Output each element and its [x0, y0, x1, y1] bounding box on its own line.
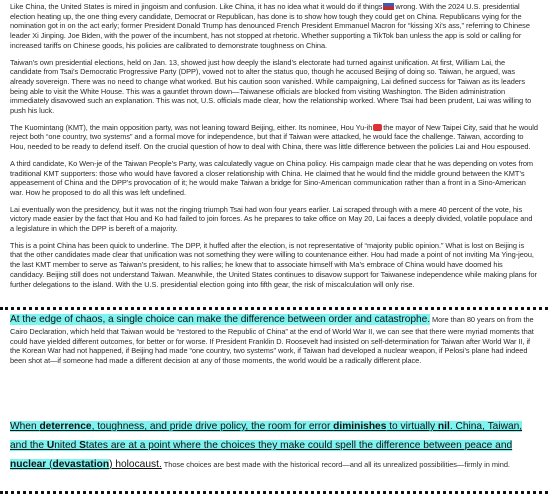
- paragraph-1: [10, 2, 538, 51]
- section-3-nuclear: nuclear: [10, 459, 47, 470]
- paragraph-3-rest: the mayor of New Taipei City, said that he would reject both “one country, two systems” and a formal move for independence, but that if Taiwan were attacked, he would face the challenge. Taiwan, according to Hou, needed to be ready to defend itself. On the crucial question of how to deal with China, there was little difference between the policies Lai and Hou espoused.: [10, 122, 538, 152]
- article-body: [10, 2, 538, 296]
- section-3-part6: tates are at a point where the choices they make could spell the difference between peace and: [85, 440, 513, 451]
- paragraph-2: Taiwan’s own presidential elections, held on Jan. 13, showed just how deeply the island’s electorate had turned against unification. At first, William Lai, the candidate from Tsai’s Democratic Progressive Party (DPP), vowed not to alter the status quo, though he accused Beijing of doing so. Taiwan, he argued, was already sovereign. There was no need to change what worked. But his caution soon vanished. While campaigning, Lai defined success for Taiwan as its leaders being able to visit the White House. This was a gauntlet thrown down—Taiwanese officials are blocked from visiting Washington. The Biden administration immediately disavowed such an explanation. This was not, U.S. officials made clear, how the relationship worked. Where Tsai had been prudent, Lai was willing to push his luck.: [10, 57, 532, 116]
- paragraph-3: [10, 123, 538, 152]
- section-3-part7: (: [46, 459, 53, 470]
- section-3-part8: ) holocaust.: [109, 459, 162, 470]
- dotted-separator-1: [0, 307, 548, 310]
- section-3-part2: , toughness, and pride drive policy, the room for error: [91, 421, 334, 432]
- red-marker-emoji-icon: [373, 124, 382, 131]
- us-flag-emoji-icon: [383, 3, 394, 10]
- section-3-deterrence: deterrence: [39, 421, 92, 432]
- dotted-separator-2: [0, 491, 548, 494]
- section-3-part4: . China, Taiwan, and the: [10, 421, 523, 451]
- section-2-headline: At the edge of chaos, a single choice can make the difference between order and catastrophe.: [10, 314, 430, 325]
- section-2-paragraph: [10, 312, 538, 366]
- section-3-united: U: [46, 440, 55, 451]
- paragraph-4: A third candidate, Ko Wen-je of the Taiwan People’s Party, was calculatedly vague on China policy. His campaign made clear that he was depending on votes from traditional KMT supporters: those who would have favored a closer relationship with China. He claimed that he would find the middle ground between the KMT’s appeasement of China and the DPP’s provocation of it; he would make Taiwan a bridge for Sino-American communication rather than a front in a Sino-American war. How he proposed to do all this was left undefined.: [10, 158, 534, 197]
- paragraph-1-start: Like China, the United States is mired in jingoism and confusion. Like China, it has no idea what it would do if things: [10, 2, 383, 11]
- section-3-part3: to virtually: [386, 421, 438, 432]
- section-3-devastation: devastation: [52, 459, 110, 470]
- section-3-diminishes: diminishes: [333, 421, 387, 432]
- paragraph-1-rest: wrong. With the 2024 U.S. presidential election heating up, the one thing every candidate, Democrat or Republican, has done is to show how tough they could get on China. Republicans vying for the nomination got in on the act early; former President Donald Trump has denounced French President Emmanuel Macron for “kissing Xi’s ass,” referring to Chinese leader Xi Jinping. Joe Biden, with the power of the incumbent, has not stopped at rhetoric. Whether supporting a TikTok ban unless the app is sold or calling for increased tariffs on Chinese goods, his policies are calibrated to demonstrate toughness on China.: [10, 2, 530, 50]
- section-3-paragraph: [10, 415, 538, 474]
- section-3-nil: nil: [437, 421, 450, 432]
- section-3-part5: nited: [54, 440, 80, 451]
- section-3: [10, 415, 538, 474]
- section-3-tail: Those choices are best made with the historical record—and all its unrealized possibilities—firmly in mind.: [161, 460, 510, 469]
- section-3-states: S: [79, 440, 86, 451]
- section-2-tail: More than 80 years on from the Cairo Declaration, which held that Taiwan would be “restored to the Republic of China” at the end of World War II, we can see that there were myriad moments that could have yielded different outcomes, for better or for worse. If President Franklin D. Roosevelt had insisted on self-determination for Taiwan after World War II, if the Korean War had not happened, if Beijing had made “one country, two systems” work, if Taiwan had developed a nuclear weapon, if Pelosi’s plane had indeed been shot at—if someone had made a different decision at any of those moments, the world would be a radically different place.: [10, 315, 534, 366]
- section-2: [10, 312, 538, 366]
- paragraph-3-start: The Kuomintang (KMT), the main opposition party, was not leaning toward Beijing, either. Its nominee, Hou Yu-ih: [10, 122, 373, 132]
- section-3-part1: When: [10, 421, 40, 432]
- paragraph-5: Lai eventually won the presidency, but it was not the ringing triumph Tsai had won four years earlier. Lai scraped through with a mere 40 percent of the vote, his victory made easier by the fact that Hou and Ko had failed to join forces. As he prepares to take office on May 20, Lai faces a deeply divided, volatile populace and a legislature in which the DPP is bereft of a majority.: [10, 204, 533, 234]
- paragraph-6: This is a point China has been quick to underline. The DPP, it huffed after the election, is not representative of “majority public opinion.” What is lost on Beijing is that the other candidates made clear that unification was not something they were willing to countenance either. Hou had made a point of not inviting Ma Ying-jeou, the last KMT member to serve as Taiwan’s president, to his rallies; he knew that to associate himself with Ma’s embrace of China would have doomed his candidacy. Beijing still does not understand Taiwan. Meanwhile, the United States continues to disavow support for Taiwanese independence while making plans for further delegations to the island. With the U.S. presidential election going into fifth gear, the risk of miscalculation will only rise.: [10, 240, 537, 289]
